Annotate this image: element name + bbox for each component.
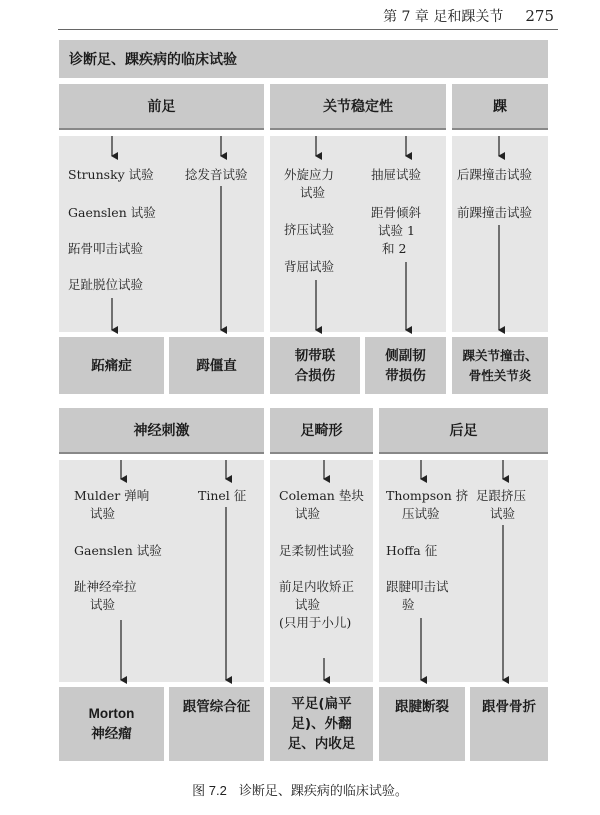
test-metatarsal-percussion: 跖骨叩击试验 bbox=[68, 241, 144, 256]
test-mulder-2: 试验 bbox=[90, 506, 116, 521]
test-external-rotation-1: 外旋应力 bbox=[284, 167, 335, 182]
test-gaenslen: Gaenslen 试验 bbox=[68, 205, 156, 220]
head-joint-stability-label: 关节稳定性 bbox=[323, 99, 393, 115]
test-mulder-1: Mulder 弹响 bbox=[74, 488, 150, 503]
dx-flatfoot-l3: 足、内收足 bbox=[287, 736, 356, 752]
figure-caption bbox=[0, 780, 600, 799]
test-posterior-impingement: 后踝撞击试验 bbox=[457, 167, 533, 182]
test-talar-tilt-1: 距骨倾斜 bbox=[371, 205, 422, 220]
test-forefoot-adduction-2: 试验 bbox=[295, 597, 321, 612]
dx-tarsal-tunnel-label: 跟管综合征 bbox=[182, 699, 251, 715]
head-forefoot-label: 前足 bbox=[147, 99, 176, 115]
head-ankle-label: 踝 bbox=[493, 99, 507, 115]
figure-caption-text: 诊断足、踝疾病的临床试验。 bbox=[238, 784, 408, 799]
test-thompson-2: 压试验 bbox=[402, 506, 440, 521]
dx-syndesmosis-l2: 合损伤 bbox=[294, 367, 336, 384]
dx-metatarsalgia-label: 跖痛症 bbox=[91, 357, 132, 374]
test-toe-dislocation: 足趾脱位试验 bbox=[68, 277, 144, 292]
test-heel-squeeze-2: 试验 bbox=[490, 506, 516, 521]
dx-achilles-rupture-label: 跟腱断裂 bbox=[395, 699, 449, 715]
test-crepitus: 捻发音试验 bbox=[185, 167, 248, 182]
dx-morton-l2: 神经瘤 bbox=[91, 726, 132, 742]
dx-flatfoot-l2: 足)、外翻 bbox=[291, 716, 352, 732]
diagram-title-text: 诊断足、踝疾病的临床试验 bbox=[69, 52, 237, 68]
head-nerve-irritation-label: 神经刺激 bbox=[133, 423, 190, 439]
test-dorsiflexion: 背屈试验 bbox=[284, 259, 335, 274]
page-number: 275 bbox=[525, 7, 554, 25]
test-forefoot-adduction-1: 前足内收矫正 bbox=[279, 579, 355, 594]
test-hoffa: Hoffa 征 bbox=[386, 543, 438, 558]
chapter-title: 第 7 章 足和踝关节 bbox=[383, 9, 504, 25]
dx-syndesmosis-l1: 韧带联 bbox=[294, 347, 336, 364]
figure-label: 图 7.2 bbox=[192, 783, 227, 798]
test-achilles-percussion-2: 验 bbox=[402, 597, 415, 612]
test-strunsky: Strunsky 试验 bbox=[68, 167, 154, 182]
test-forefoot-adduction-3: (只用于小儿) bbox=[279, 615, 352, 630]
dx-hallux-rigidus-label: 𧿹僵直 bbox=[196, 357, 237, 374]
test-tinel: Tinel 征 bbox=[198, 488, 247, 503]
head-foot-deformity-label: 足畸形 bbox=[300, 423, 343, 439]
test-nerve-stretch-2: 试验 bbox=[90, 597, 116, 612]
dx-morton-l1: Morton bbox=[88, 706, 135, 721]
test-heel-squeeze-1: 足跟挤压 bbox=[476, 488, 527, 503]
dx-collateral-l2: 带损伤 bbox=[385, 367, 426, 384]
test-external-rotation-2: 试验 bbox=[300, 185, 326, 200]
test-anterior-impingement: 前踝撞击试验 bbox=[457, 205, 533, 220]
test-achilles-percussion-1: 跟腱叩击试 bbox=[386, 579, 449, 594]
dx-collateral-l1: 侧副韧 bbox=[385, 347, 426, 364]
dx-ankle-impingement-l1: 踝关节撞击、 bbox=[462, 347, 538, 363]
test-drawer: 抽屉试验 bbox=[371, 167, 422, 182]
dx-calcaneal-fracture-label: 跟骨骨折 bbox=[482, 699, 536, 715]
test-nerve-stretch-1: 趾神经牵拉 bbox=[74, 579, 137, 594]
test-thompson-1: Thompson 挤 bbox=[386, 488, 469, 503]
test-squeeze: 挤压试验 bbox=[284, 222, 335, 237]
test-gaenslen-2: Gaenslen 试验 bbox=[74, 543, 162, 558]
test-talar-tilt-3: 和 2 bbox=[382, 241, 407, 256]
head-hindfoot-label: 后足 bbox=[449, 423, 478, 439]
test-talar-tilt-2: 试验 1 bbox=[378, 223, 415, 238]
test-flexibility: 足柔韧性试验 bbox=[279, 543, 355, 558]
test-coleman-1: Coleman 垫块 bbox=[279, 488, 364, 503]
dx-ankle-impingement-l2: 骨性关节炎 bbox=[468, 367, 532, 383]
test-coleman-2: 试验 bbox=[295, 506, 321, 521]
dx-flatfoot-l1: 平足(扁平 bbox=[291, 696, 352, 712]
